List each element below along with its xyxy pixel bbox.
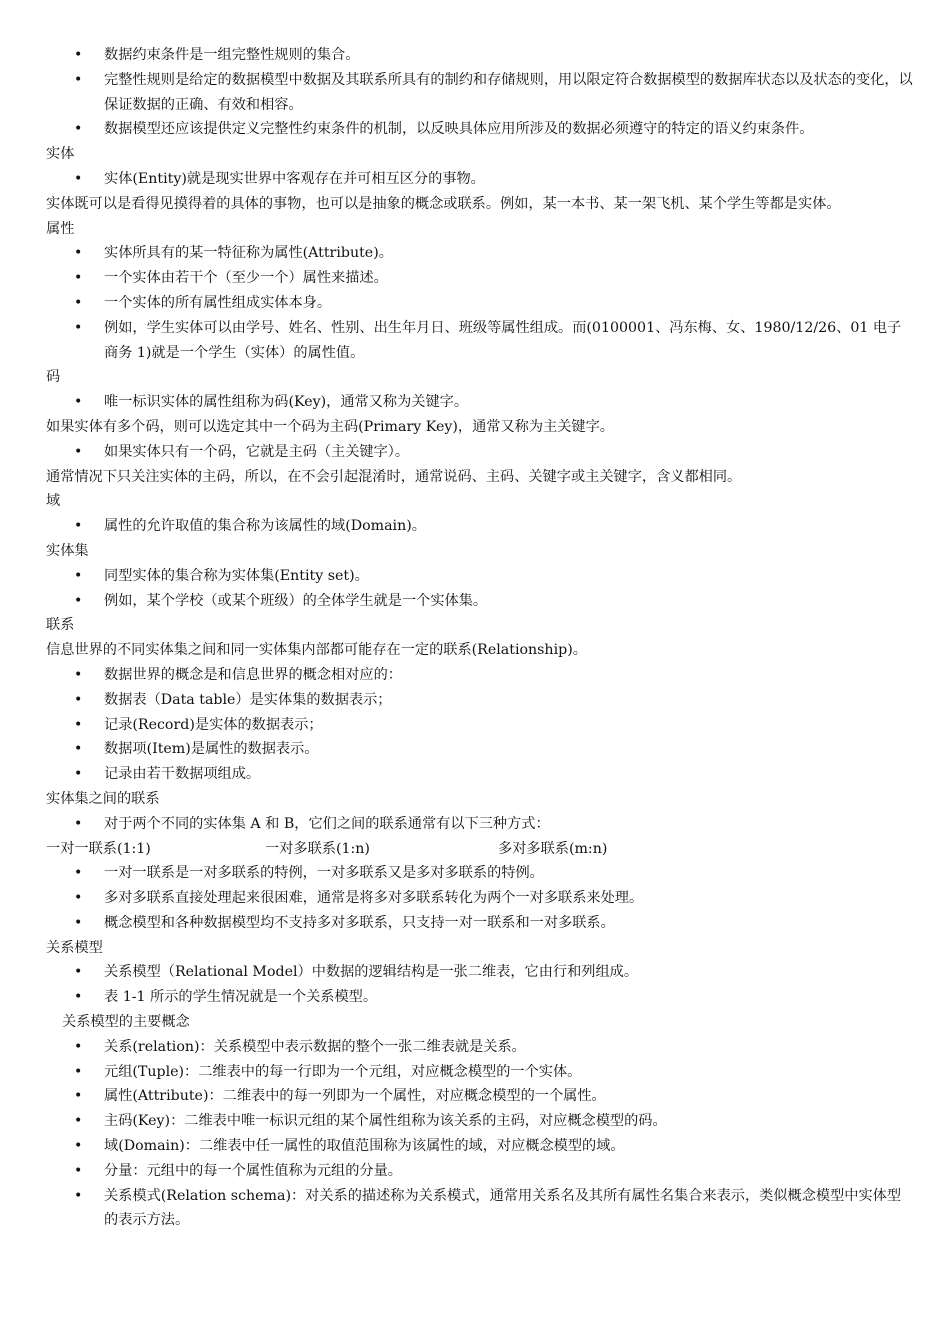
bullet-item: • 分量：元组中的每一个属性值称为元组的分量。	[46, 1159, 914, 1184]
bullet-item: • 完整性规则是给定的数据模型中数据及其联系所具有的制约和存储规则，用以限定符合数据模型的数据库状态以及状态的变化，以保证数据的正确、有效和相容。	[46, 68, 914, 118]
relationship-type-label: 一对多联系(1:n)	[265, 840, 370, 857]
bullet-item: • 一个实体由若干个（至少一个）属性来描述。	[46, 266, 914, 291]
paragraph: 通常情况下只关注实体的主码，所以，在不会引起混淆时，通常说码、主码、关键字或主关键字，含义都相同。	[46, 468, 742, 485]
section-heading: 联系	[46, 617, 75, 634]
section-heading: 实体集	[46, 542, 89, 559]
bullet-item: • 实体所具有的某一特征称为属性(Attribute)。	[46, 241, 914, 266]
bullet-item: • 关系模型（Relational Model）中数据的逻辑结构是一张二维表，它由行和列组成。	[46, 960, 914, 985]
section-heading: 关系模型	[46, 939, 103, 956]
bullet-item: • 如果实体只有一个码，它就是主码（主关键字）。	[46, 440, 914, 465]
bullet-item: • 概念模型和各种数据模型均不支持多对多联系，只支持一对一联系和一对多联系。	[46, 911, 914, 936]
bullet-item: • 元组(Tuple)：二维表中的每一行即为一个元组，对应概念模型的一个实体。	[46, 1060, 914, 1085]
bullet-item: • 对于两个不同的实体集 A 和 B，它们之间的联系通常有以下三种方式：	[46, 812, 914, 837]
bullet-item: • 属性的允许取值的集合称为该属性的域(Domain)。	[46, 514, 914, 539]
bullet-item: • 同型实体的集合称为实体集(Entity set)。	[46, 564, 914, 589]
section-heading: 域	[46, 493, 61, 510]
bullet-item: • 主码(Key)：二维表中唯一标识元组的某个属性组称为该关系的主码，对应概念模型的码。	[46, 1109, 914, 1134]
section-heading: 实体	[46, 146, 75, 163]
bullet-item: • 多对多联系直接处理起来很困难，通常是将多对多联系转化为两个一对多联系来处理。	[46, 886, 914, 911]
bullet-item: • 表 1-1 所示的学生情况就是一个关系模型。	[46, 985, 914, 1010]
bullet-item: • 关系(relation)：关系模型中表示数据的整个一张二维表就是关系。	[46, 1035, 914, 1060]
relationship-type-label: 一对一联系(1:1)	[46, 840, 151, 857]
bullet-item: • 域(Domain)：二维表中任一属性的取值范围称为该属性的域，对应概念模型的域。	[46, 1134, 914, 1159]
bullet-item: • 数据模型还应该提供定义完整性约束条件的机制，以反映具体应用所涉及的数据必须遵守的特定的语义约束条件。	[46, 117, 914, 142]
bullet-item: • 实体(Entity)就是现实世界中客观存在并可相互区分的事物。	[46, 167, 914, 192]
section-heading: 属性	[46, 220, 75, 237]
bullet-item: • 唯一标识实体的属性组称为码(Key)，通常又称为关键字。	[46, 390, 914, 415]
relationship-type-label: 多对多联系(m:n)	[498, 840, 608, 857]
paragraph: 实体既可以是看得见摸得着的具体的事物，也可以是抽象的概念或联系。例如，某一本书、某一架飞机、某个学生等都是实体。	[46, 195, 841, 212]
bullet-item: • 一对一联系是一对多联系的特例，一对多联系又是多对多联系的特例。	[46, 861, 914, 886]
section-heading: 实体集之间的联系	[46, 790, 160, 807]
bullet-item: • 数据表（Data table）是实体集的数据表示；	[46, 688, 914, 713]
bullet-item: • 例如，学生实体可以由学号、姓名、性别、出生年月日、班级等属性组成。而(0100001、冯东梅、女、1980/12/26、01 电子商务 1)就是一个学生（实体）的属性值。	[46, 316, 914, 366]
bullet-item: • 数据约束条件是一组完整性规则的集合。	[46, 43, 914, 68]
bullet-item: • 属性(Attribute)：二维表中的每一列即为一个属性，对应概念模型的一个属性。	[46, 1084, 914, 1109]
paragraph: 信息世界的不同实体集之间和同一实体集内部都可能存在一定的联系(Relationship)。	[46, 642, 587, 659]
bullet-item: • 关系模式(Relation schema)：对关系的描述称为关系模式，通常用关系名及其所有属性名集合来表示，类似概念模型中实体型的表示方法。	[46, 1184, 914, 1234]
bullet-item: • 记录(Record)是实体的数据表示；	[46, 713, 914, 738]
bullet-item: • 一个实体的所有属性组成实体本身。	[46, 291, 914, 316]
bullet-item: • 数据世界的概念是和信息世界的概念相对应的：	[46, 663, 914, 688]
section-heading: 码	[46, 369, 61, 386]
section-subheading: 关系模型的主要概念	[62, 1014, 190, 1031]
document-body	[46, 43, 914, 1233]
bullet-item: • 例如，某个学校（或某个班级）的全体学生就是一个实体集。	[46, 589, 914, 614]
bullet-item: • 记录由若干数据项组成。	[46, 762, 914, 787]
relationship-types-row	[46, 837, 914, 862]
paragraph: 如果实体有多个码，则可以选定其中一个码为主码(Primary Key)，通常又称为主关键字。	[46, 418, 614, 435]
bullet-item: • 数据项(Item)是属性的数据表示。	[46, 737, 914, 762]
